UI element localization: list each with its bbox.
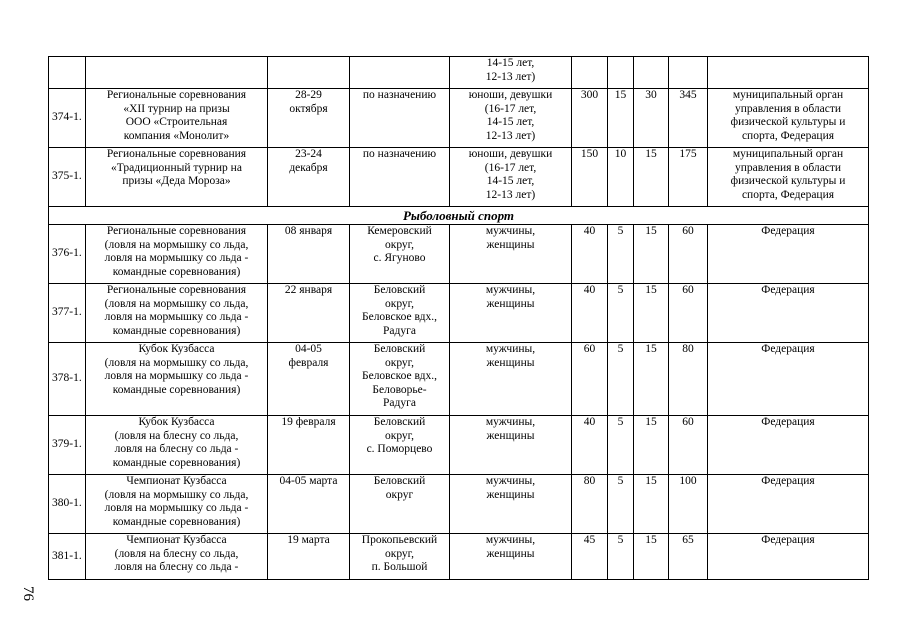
- event-dates: [268, 475, 350, 534]
- event-name-line: призы «Деда Мороза»: [122, 175, 231, 188]
- event-place-line: с. Ягуново: [373, 252, 426, 265]
- coaches-count: 15: [634, 534, 669, 580]
- event-name: [86, 89, 268, 148]
- table-row: [49, 534, 869, 580]
- event-place-line: Беловский: [373, 343, 426, 355]
- total-count: 80: [572, 475, 608, 534]
- event-dates-line: декабря: [289, 161, 328, 174]
- section-row: [49, 207, 869, 225]
- event-place-line: с. Поморцево: [366, 443, 433, 456]
- organizer-line: физической культуры и: [730, 116, 846, 129]
- table-row: [49, 225, 869, 284]
- event-name-line: ловля на мормышку со льда -: [104, 502, 249, 515]
- participants-line: мужчины,: [485, 343, 536, 355]
- section-title: Рыболовный спорт: [49, 207, 869, 225]
- total-count: 40: [572, 416, 608, 475]
- event-dates: [268, 225, 350, 284]
- participants-line: женщины: [486, 488, 535, 501]
- organizer: [708, 475, 869, 534]
- event-name-line: командные соревнования): [112, 383, 241, 396]
- event-name-line: командные соревнования): [112, 456, 241, 469]
- participants: [450, 343, 572, 416]
- event-name: [86, 343, 268, 416]
- event-place: [350, 57, 450, 89]
- event-name-line: Региональные соревнования: [106, 225, 247, 237]
- section-header-group: [49, 207, 869, 225]
- total-count: 300: [572, 89, 608, 148]
- participants-line: женщины: [486, 429, 535, 442]
- event-dates-line: 19 марта: [287, 534, 330, 546]
- organizer: [708, 343, 869, 416]
- organizer: [708, 225, 869, 284]
- organizer: [708, 416, 869, 475]
- row-number: [49, 57, 86, 89]
- judges-count: 5: [608, 475, 634, 534]
- event-place-line: Беловское вдх.,: [361, 370, 438, 383]
- event-name-line: (ловля на мормышку со льда,: [104, 238, 249, 251]
- participants-line: женщины: [486, 297, 535, 310]
- total-count: 45: [572, 534, 608, 580]
- event-dates: [268, 416, 350, 475]
- events-table: [48, 56, 869, 580]
- event-name-line: (ловля на блесну со льда,: [114, 429, 239, 442]
- table-row: [49, 475, 869, 534]
- organizer-line: муниципальный орган: [732, 89, 844, 101]
- event-name-line: Чемпионат Кузбасса: [126, 534, 227, 546]
- event-name-line: (ловля на мормышку со льда,: [104, 297, 249, 310]
- participants-line: 14-15 лет,: [486, 116, 535, 129]
- event-dates-line: 22 января: [284, 284, 333, 296]
- event-place: [350, 534, 450, 580]
- event-place-line: Прокопьевский: [361, 534, 438, 546]
- sum-count: 80: [669, 343, 708, 416]
- coaches-count: 15: [634, 343, 669, 416]
- event-dates: [268, 57, 350, 89]
- organizer-line: Федерация: [761, 343, 815, 355]
- event-name-line: Кубок Кузбасса: [138, 343, 215, 355]
- organizer-line: Федерация: [761, 284, 815, 296]
- row-number: 379-1.: [49, 416, 86, 475]
- event-dates: [268, 284, 350, 343]
- sum-count: 345: [669, 89, 708, 148]
- judges-count: 5: [608, 225, 634, 284]
- event-name-line: командные соревнования): [112, 515, 241, 528]
- row-number: 381-1.: [49, 534, 86, 580]
- participants-line: 12-13 лет): [485, 70, 536, 83]
- event-name-line: ловля на мормышку со льда -: [104, 252, 249, 265]
- event-place-line: Беловорье-: [372, 383, 427, 396]
- participants-line: женщины: [486, 547, 535, 560]
- table-row: [49, 57, 869, 89]
- participants: [450, 225, 572, 284]
- table-row: [49, 416, 869, 475]
- event-name-line: ООО «Строительная: [125, 116, 228, 129]
- participants-line: мужчины,: [485, 225, 536, 237]
- organizer: [708, 89, 869, 148]
- event-name: [86, 57, 268, 89]
- judges-count: 5: [608, 284, 634, 343]
- event-dates-line: февраля: [288, 356, 329, 369]
- participants-line: женщины: [486, 238, 535, 251]
- event-dates-line: 23-24: [295, 148, 322, 160]
- sum-count: 100: [669, 475, 708, 534]
- event-name-line: Региональные соревнования: [106, 89, 247, 101]
- event-dates-line: 04-05 марта: [279, 475, 338, 487]
- event-name: [86, 416, 268, 475]
- judges-count: 5: [608, 343, 634, 416]
- participants-line: (16-17 лет,: [484, 161, 537, 174]
- event-place: [350, 475, 450, 534]
- organizer-line: Федерация: [761, 534, 815, 546]
- event-name-line: компания «Монолит»: [123, 129, 230, 142]
- coaches-count: 15: [634, 148, 669, 207]
- sum-count: 65: [669, 534, 708, 580]
- coaches-count: 15: [634, 475, 669, 534]
- organizer: [708, 284, 869, 343]
- event-name-line: ловля на блесну со льда -: [114, 443, 239, 456]
- event-place-line: Кемеровский: [367, 225, 432, 237]
- event-name-line: Региональные соревнования: [106, 148, 247, 160]
- total-count: 60: [572, 343, 608, 416]
- participants-line: мужчины,: [485, 416, 536, 428]
- organizer-line: физической культуры и: [730, 175, 846, 188]
- event-place-line: п. Большой: [371, 561, 428, 574]
- event-dates: [268, 148, 350, 207]
- sum-count: 175: [669, 148, 708, 207]
- event-place-line: Беловское вдх.,: [361, 311, 438, 324]
- event-name-line: ловля на мормышку со льда -: [104, 370, 249, 383]
- event-place: [350, 284, 450, 343]
- coaches-count: 15: [634, 225, 669, 284]
- participants: [450, 534, 572, 580]
- organizer-line: Федерация: [761, 225, 815, 237]
- participants-line: мужчины,: [485, 284, 536, 296]
- coaches-count: [634, 57, 669, 89]
- organizer-line: Федерация: [761, 416, 815, 428]
- event-name: [86, 225, 268, 284]
- participants-line: 12-13 лет): [485, 129, 536, 142]
- sum-count: 60: [669, 416, 708, 475]
- participants: [450, 284, 572, 343]
- event-name: [86, 475, 268, 534]
- participants-line: мужчины,: [485, 534, 536, 546]
- document-page: [48, 56, 869, 580]
- participants-line: 14-15 лет,: [486, 175, 535, 188]
- sum-count: 60: [669, 225, 708, 284]
- row-number: 375-1.: [49, 148, 86, 207]
- organizer: [708, 148, 869, 207]
- judges-count: 10: [608, 148, 634, 207]
- row-number: 374-1.: [49, 89, 86, 148]
- organizer-line: муниципальный орган: [732, 148, 844, 160]
- table-row: [49, 89, 869, 148]
- event-name-line: «Традиционный турнир на: [111, 161, 242, 174]
- event-name-line: ловля на мормышку со льда -: [104, 311, 249, 324]
- participants-line: 12-13 лет): [485, 188, 536, 201]
- table-row: [49, 284, 869, 343]
- judges-count: [608, 57, 634, 89]
- event-place: [350, 148, 450, 207]
- participants: [450, 57, 572, 89]
- table-body-top: [49, 57, 869, 207]
- row-number: 377-1.: [49, 284, 86, 343]
- event-name-line: Региональные соревнования: [106, 284, 247, 296]
- event-place-line: округ,: [385, 238, 414, 251]
- event-dates: [268, 534, 350, 580]
- event-place-line: Беловский: [373, 284, 426, 296]
- event-name-line: (ловля на мормышку со льда,: [104, 488, 249, 501]
- organizer-line: спорта, Федерация: [741, 188, 835, 201]
- judges-count: 15: [608, 89, 634, 148]
- participants-line: 14-15 лет,: [486, 57, 535, 69]
- organizer-line: спорта, Федерация: [741, 129, 835, 142]
- event-name-line: ловля на блесну со льда -: [114, 561, 239, 574]
- event-name-line: Кубок Кузбасса: [138, 416, 215, 428]
- event-name: [86, 148, 268, 207]
- event-place: [350, 89, 450, 148]
- table-body-bottom: [49, 225, 869, 580]
- event-name-line: командные соревнования): [112, 265, 241, 278]
- coaches-count: 15: [634, 284, 669, 343]
- event-name-line: командные соревнования): [112, 324, 241, 337]
- total-count: 40: [572, 284, 608, 343]
- participants: [450, 89, 572, 148]
- event-place-line: округ: [385, 488, 414, 501]
- event-name-line: Чемпионат Кузбасса: [126, 475, 227, 487]
- event-dates: [268, 89, 350, 148]
- event-name: [86, 284, 268, 343]
- row-number: 376-1.: [49, 225, 86, 284]
- event-place: [350, 225, 450, 284]
- event-place-line: округ,: [385, 297, 414, 310]
- event-name: [86, 534, 268, 580]
- table-row: [49, 148, 869, 207]
- coaches-count: 30: [634, 89, 669, 148]
- event-place-line: округ,: [385, 547, 414, 560]
- event-place-line: Радуга: [383, 324, 416, 337]
- event-place-line: Радуга: [383, 397, 416, 410]
- event-dates-line: 04-05: [295, 343, 322, 355]
- page-number: 76: [20, 586, 36, 601]
- participants-line: юноши, девушки: [468, 89, 553, 101]
- event-name-line: (ловля на блесну со льда,: [114, 547, 239, 560]
- event-dates-line: 08 января: [284, 225, 333, 237]
- total-count: 40: [572, 225, 608, 284]
- participants: [450, 148, 572, 207]
- organizer-line: Федерация: [761, 475, 815, 487]
- event-place-line: округ,: [385, 429, 414, 442]
- organizer-line: управления в области: [734, 102, 842, 115]
- coaches-count: 15: [634, 416, 669, 475]
- event-place-line: по назначению: [362, 89, 437, 101]
- participants-line: мужчины,: [485, 475, 536, 487]
- participants: [450, 475, 572, 534]
- event-dates: [268, 343, 350, 416]
- organizer: [708, 57, 869, 89]
- participants-line: женщины: [486, 356, 535, 369]
- participants: [450, 416, 572, 475]
- judges-count: 5: [608, 534, 634, 580]
- event-dates-line: октября: [289, 102, 328, 115]
- participants-line: юноши, девушки: [468, 148, 553, 160]
- event-place-line: Беловский: [373, 475, 426, 487]
- event-place: [350, 416, 450, 475]
- table-row: [49, 343, 869, 416]
- event-place-line: округ,: [385, 356, 414, 369]
- event-place: [350, 343, 450, 416]
- row-number: 380-1.: [49, 475, 86, 534]
- event-dates-line: 19 февраля: [281, 416, 336, 428]
- event-place-line: по назначению: [362, 148, 437, 160]
- total-count: [572, 57, 608, 89]
- sum-count: 60: [669, 284, 708, 343]
- row-number: 378-1.: [49, 343, 86, 416]
- total-count: 150: [572, 148, 608, 207]
- sum-count: [669, 57, 708, 89]
- judges-count: 5: [608, 416, 634, 475]
- participants-line: (16-17 лет,: [484, 102, 537, 115]
- organizer-line: управления в области: [734, 161, 842, 174]
- organizer: [708, 534, 869, 580]
- event-dates-line: 28-29: [295, 89, 322, 101]
- event-name-line: (ловля на мормышку со льда,: [104, 356, 249, 369]
- event-name-line: «XII турнир на призы: [123, 102, 230, 115]
- event-place-line: Беловский: [373, 416, 426, 428]
